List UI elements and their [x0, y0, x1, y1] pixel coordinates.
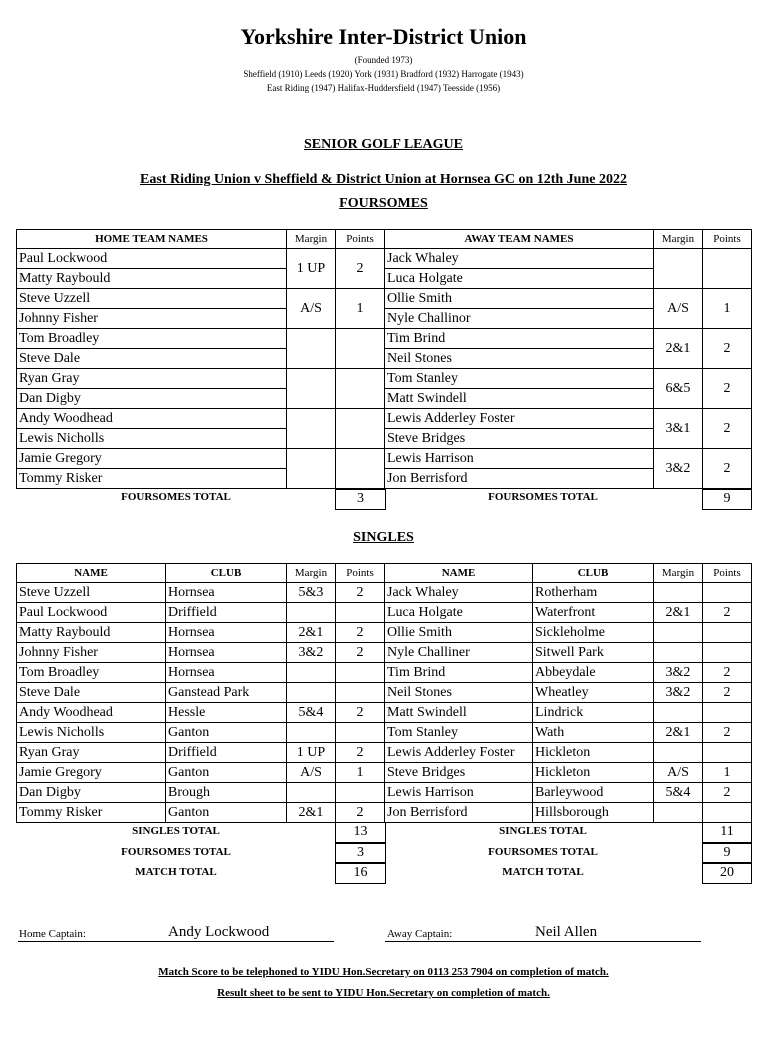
away-points: 2 [703, 723, 752, 743]
away-points [703, 703, 752, 723]
singles-table [16, 563, 752, 823]
away-margin: 6&5 [654, 369, 703, 409]
foursomes-row [17, 309, 752, 329]
away-team-names-header: AWAY TEAM NAMES [385, 230, 654, 249]
singles-row [17, 743, 752, 763]
home-points [336, 449, 385, 489]
away-player-name: Lewis Harrison [385, 783, 533, 803]
away-margin: 3&2 [654, 663, 703, 683]
away-player-1: Ollie Smith [385, 289, 654, 309]
home-points: 1 [336, 289, 385, 329]
away-margin-header: Margin [654, 564, 703, 583]
away-player-name: Tim Brind [385, 663, 533, 683]
away-margin: A/S [654, 289, 703, 329]
away-margin: 5&4 [654, 783, 703, 803]
away-points: 1 [703, 763, 752, 783]
away-margin: A/S [654, 763, 703, 783]
away-points [703, 743, 752, 763]
foursomes-row [17, 429, 752, 449]
away-margin: 3&1 [654, 409, 703, 449]
home-foursomes-total-2: 3 [335, 842, 386, 864]
away-player-name: Nyle Challiner [385, 643, 533, 663]
home-club-header: CLUB [166, 564, 287, 583]
home-captain-line [18, 941, 334, 942]
home-margin: 1 UP [287, 249, 336, 289]
home-points: 2 [336, 249, 385, 289]
home-points: 1 [336, 763, 385, 783]
away-player-2: Nyle Challinor [385, 309, 654, 329]
home-points [336, 683, 385, 703]
home-player-2: Tommy Risker [17, 469, 287, 489]
singles-row [17, 603, 752, 623]
away-club: Rotherham [533, 583, 654, 603]
away-points: 2 [703, 449, 752, 489]
home-club: Ganton [166, 803, 287, 823]
home-points: 2 [336, 703, 385, 723]
away-player-1: Tom Stanley [385, 369, 654, 389]
home-singles-total: 13 [335, 822, 386, 843]
home-player-name: Dan Digby [17, 783, 166, 803]
away-margin [654, 583, 703, 603]
away-club: Hickleton [533, 743, 654, 763]
away-points [703, 643, 752, 663]
home-margin: A/S [287, 763, 336, 783]
foursomes-heading: FOURSOMES [339, 196, 428, 211]
away-points-header: Points [703, 564, 752, 583]
away-margin [654, 803, 703, 823]
home-margin: 2&1 [287, 803, 336, 823]
away-player-name: Ollie Smith [385, 623, 533, 643]
home-match-total-label: MATCH TOTAL [135, 866, 217, 878]
foursomes-row [17, 409, 752, 429]
away-player-2: Luca Holgate [385, 269, 654, 289]
away-club-header: CLUB [533, 564, 654, 583]
away-points [703, 583, 752, 603]
singles-row [17, 583, 752, 603]
home-club: Ganton [166, 763, 287, 783]
away-points: 2 [703, 663, 752, 683]
away-captain-label: Away Captain: [387, 928, 453, 940]
home-points [336, 329, 385, 369]
home-club: Hornsea [166, 623, 287, 643]
footer-line-2: Result sheet to be sent to YIDU Hon.Secretary on completion of match. [217, 987, 550, 999]
foursomes-row [17, 249, 752, 269]
home-club: Driffield [166, 743, 287, 763]
away-club: Sitwell Park [533, 643, 654, 663]
home-margin: 5&4 [287, 703, 336, 723]
home-team-names-header: HOME TEAM NAMES [17, 230, 287, 249]
home-club: Hornsea [166, 643, 287, 663]
home-margin-header: Margin [287, 564, 336, 583]
singles-row [17, 703, 752, 723]
foursomes-row [17, 369, 752, 389]
away-margin: 2&1 [654, 723, 703, 743]
away-captain-line [385, 941, 701, 942]
home-club: Brough [166, 783, 287, 803]
singles-row [17, 663, 752, 683]
foursomes-table [16, 229, 752, 489]
home-player-1: Steve Uzzell [17, 289, 287, 309]
away-margin [654, 703, 703, 723]
away-margin: 3&2 [654, 683, 703, 703]
away-margin: 2&1 [654, 329, 703, 369]
away-player-name: Jack Whaley [385, 583, 533, 603]
home-player-1: Andy Woodhead [17, 409, 287, 429]
away-club: Hillsborough [533, 803, 654, 823]
home-player-2: Johnny Fisher [17, 309, 287, 329]
away-points: 2 [703, 329, 752, 369]
away-player-1: Lewis Harrison [385, 449, 654, 469]
away-club: Wath [533, 723, 654, 743]
home-player-2: Lewis Nicholls [17, 429, 287, 449]
home-points: 2 [336, 803, 385, 823]
away-player-name: Matt Swindell [385, 703, 533, 723]
home-match-total: 16 [335, 862, 386, 884]
singles-header-row [17, 564, 752, 583]
away-captain-name: Neil Allen [535, 924, 598, 940]
home-player-name: Tommy Risker [17, 803, 166, 823]
home-margin: 2&1 [287, 623, 336, 643]
home-player-name: Ryan Gray [17, 743, 166, 763]
home-margin [287, 329, 336, 369]
home-captain-label: Home Captain: [19, 928, 86, 940]
away-margin [654, 249, 703, 289]
away-club: Wheatley [533, 683, 654, 703]
home-player-1: Tom Broadley [17, 329, 287, 349]
home-margin: A/S [287, 289, 336, 329]
home-points [336, 409, 385, 449]
home-club: Ganstead Park [166, 683, 287, 703]
away-player-name: Neil Stones [385, 683, 533, 703]
away-points: 2 [703, 603, 752, 623]
foursomes-row [17, 389, 752, 409]
members-line-1: Sheffield (1910) Leeds (1920) York (1931) Bradford (1932) Harrogate (1943) [243, 69, 524, 79]
founded-text: (Founded 1973) [354, 55, 413, 65]
home-margin [287, 663, 336, 683]
singles-row [17, 723, 752, 743]
away-margin-header: Margin [654, 230, 703, 249]
home-player-1: Paul Lockwood [17, 249, 287, 269]
away-club: Waterfront [533, 603, 654, 623]
home-margin-header: Margin [287, 230, 336, 249]
away-margin: 2&1 [654, 603, 703, 623]
foursomes-row [17, 449, 752, 469]
away-foursomes-total-label: FOURSOMES TOTAL [488, 491, 598, 503]
home-margin: 1 UP [287, 743, 336, 763]
home-player-name: Johnny Fisher [17, 643, 166, 663]
home-points [336, 603, 385, 623]
home-club: Hornsea [166, 663, 287, 683]
home-player-2: Steve Dale [17, 349, 287, 369]
away-player-name: Jon Berrisford [385, 803, 533, 823]
away-player-2: Matt Swindell [385, 389, 654, 409]
home-player-1: Jamie Gregory [17, 449, 287, 469]
home-points [336, 723, 385, 743]
away-player-2: Jon Berrisford [385, 469, 654, 489]
away-foursomes-total-label-2: FOURSOMES TOTAL [488, 846, 598, 858]
away-points: 2 [703, 409, 752, 449]
page-title: Yorkshire Inter-District Union [240, 24, 527, 49]
away-points: 1 [703, 289, 752, 329]
home-points-header: Points [336, 230, 385, 249]
home-points: 2 [336, 623, 385, 643]
away-player-2: Steve Bridges [385, 429, 654, 449]
away-singles-total: 11 [702, 822, 752, 843]
away-margin [654, 743, 703, 763]
away-singles-total-label: SINGLES TOTAL [499, 825, 587, 837]
away-club: Hickleton [533, 763, 654, 783]
home-singles-total-label: SINGLES TOTAL [132, 825, 220, 837]
home-margin [287, 783, 336, 803]
home-player-2: Matty Raybould [17, 269, 287, 289]
home-player-name: Matty Raybould [17, 623, 166, 643]
away-match-total: 20 [702, 862, 752, 884]
home-points: 2 [336, 643, 385, 663]
home-player-name: Jamie Gregory [17, 763, 166, 783]
home-player-name: Lewis Nicholls [17, 723, 166, 743]
home-points [336, 369, 385, 409]
footer-line-1: Match Score to be telephoned to YIDU Hon.Secretary on 0113 253 7904 on completion of match. [158, 966, 609, 978]
foursomes-row [17, 289, 752, 309]
away-player-name: Lewis Adderley Foster [385, 743, 533, 763]
home-margin [287, 723, 336, 743]
singles-row [17, 803, 752, 823]
away-points [703, 623, 752, 643]
league-heading: SENIOR GOLF LEAGUE [304, 137, 463, 152]
away-player-name: Tom Stanley [385, 723, 533, 743]
home-foursomes-total-label-2: FOURSOMES TOTAL [121, 846, 231, 858]
home-margin: 5&3 [287, 583, 336, 603]
foursomes-row [17, 269, 752, 289]
home-captain-name: Andy Lockwood [168, 924, 270, 940]
home-points-header: Points [336, 564, 385, 583]
singles-row [17, 683, 752, 703]
singles-row [17, 623, 752, 643]
away-foursomes-total-2: 9 [702, 842, 752, 864]
home-margin [287, 449, 336, 489]
away-points [703, 249, 752, 289]
singles-row [17, 643, 752, 663]
away-points [703, 803, 752, 823]
away-club: Barleywood [533, 783, 654, 803]
away-points: 2 [703, 369, 752, 409]
away-player-name: Steve Bridges [385, 763, 533, 783]
home-player-name: Andy Woodhead [17, 703, 166, 723]
away-name-header: NAME [385, 564, 533, 583]
home-margin [287, 603, 336, 623]
home-foursomes-total: 3 [335, 488, 386, 510]
home-margin: 3&2 [287, 643, 336, 663]
home-points: 2 [336, 743, 385, 763]
home-club: Hornsea [166, 583, 287, 603]
away-player-1: Jack Whaley [385, 249, 654, 269]
singles-row [17, 763, 752, 783]
away-player-1: Lewis Adderley Foster [385, 409, 654, 429]
home-club: Driffield [166, 603, 287, 623]
home-club: Ganton [166, 723, 287, 743]
match-heading: East Riding Union v Sheffield & District Union at Hornsea GC on 12th June 2022 [140, 172, 627, 187]
foursomes-row [17, 469, 752, 489]
home-margin [287, 683, 336, 703]
away-club: Sickleholme [533, 623, 654, 643]
home-foursomes-total-label: FOURSOMES TOTAL [121, 491, 231, 503]
away-margin: 3&2 [654, 449, 703, 489]
away-club: Abbeydale [533, 663, 654, 683]
home-player-name: Paul Lockwood [17, 603, 166, 623]
away-match-total-label: MATCH TOTAL [502, 866, 584, 878]
away-points: 2 [703, 683, 752, 703]
away-points: 2 [703, 783, 752, 803]
away-foursomes-total: 9 [702, 488, 752, 510]
home-points [336, 783, 385, 803]
home-player-name: Tom Broadley [17, 663, 166, 683]
home-margin [287, 369, 336, 409]
away-points-header: Points [703, 230, 752, 249]
away-margin [654, 623, 703, 643]
home-club: Hessle [166, 703, 287, 723]
members-line-2: East Riding (1947) Halifax-Huddersfield (1947) Teesside (1956) [266, 83, 501, 93]
away-player-name: Luca Holgate [385, 603, 533, 623]
home-player-1: Ryan Gray [17, 369, 287, 389]
foursomes-header-row [17, 230, 752, 249]
away-player-1: Tim Brind [385, 329, 654, 349]
foursomes-row [17, 349, 752, 369]
singles-heading: SINGLES [353, 530, 414, 545]
home-margin [287, 409, 336, 449]
home-points: 2 [336, 583, 385, 603]
singles-row [17, 783, 752, 803]
home-player-name: Steve Uzzell [17, 583, 166, 603]
foursomes-row [17, 329, 752, 349]
away-margin [654, 643, 703, 663]
home-name-header: NAME [17, 564, 166, 583]
home-player-name: Steve Dale [17, 683, 166, 703]
away-club: Lindrick [533, 703, 654, 723]
away-player-2: Neil Stones [385, 349, 654, 369]
home-points [336, 663, 385, 683]
home-player-2: Dan Digby [17, 389, 287, 409]
